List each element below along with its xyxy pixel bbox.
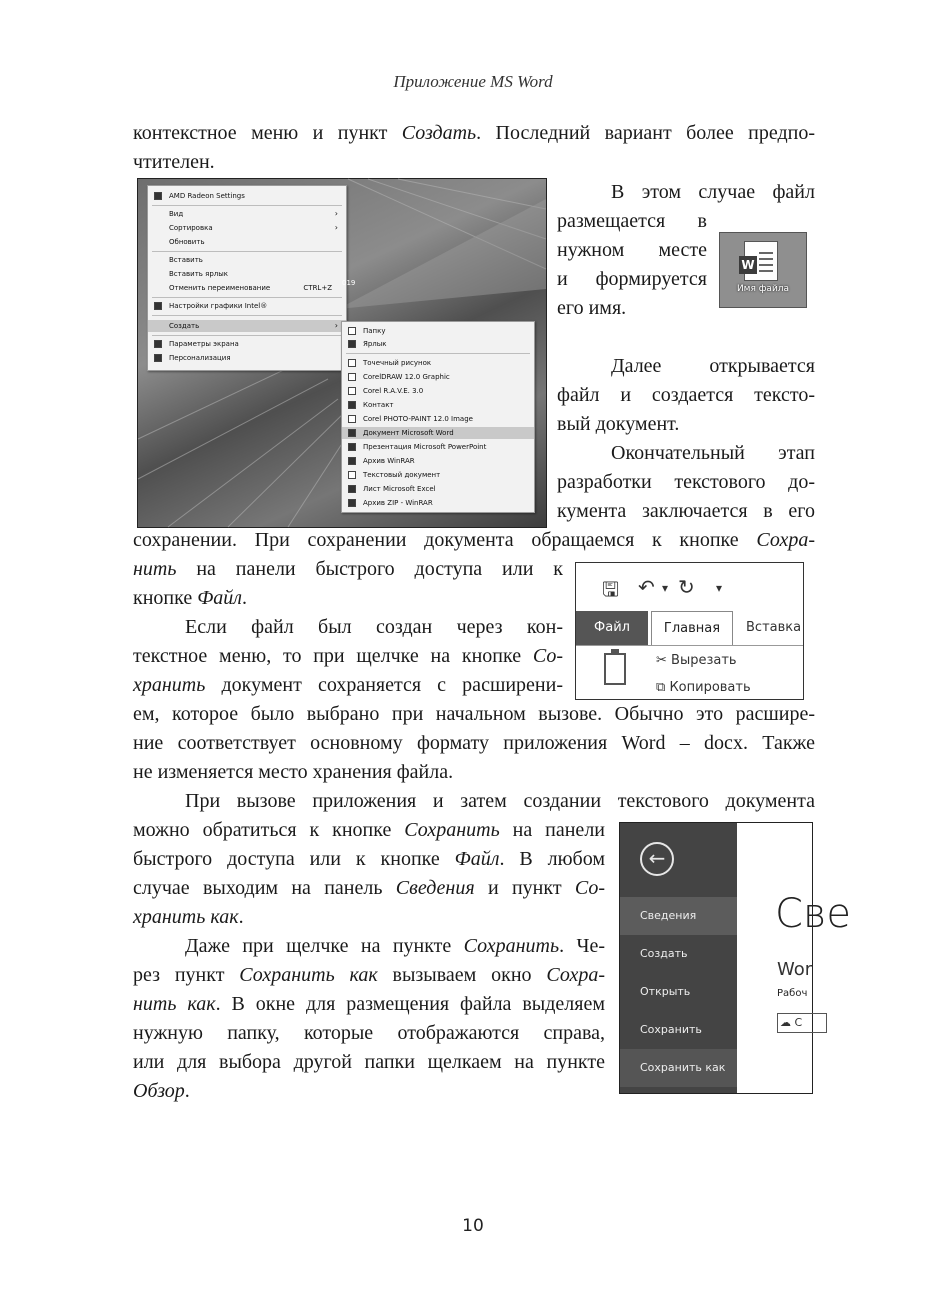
backstage-item-open[interactable]: Открыть bbox=[640, 985, 691, 998]
submenu-item-shortcut[interactable]: Ярлык bbox=[342, 338, 534, 350]
cloud-icon: ☁ bbox=[780, 1016, 791, 1029]
running-header: Приложение MS Word bbox=[393, 72, 553, 91]
submenu-item-folder[interactable]: Папку bbox=[342, 325, 534, 337]
backstage-sidebar bbox=[620, 823, 737, 1093]
text-line: Далее открывается bbox=[611, 355, 815, 377]
word-file-icon[interactable] bbox=[741, 241, 778, 281]
text-line: нить как. В окне для размещения файла выделяем bbox=[133, 993, 605, 1015]
context-menu-screenshot bbox=[137, 178, 547, 528]
text-line: Обзор. bbox=[133, 1080, 190, 1102]
ribbon-tabs bbox=[576, 611, 803, 646]
text-line: Окончательный этап bbox=[611, 442, 815, 464]
text-line: файл и создается тексто- bbox=[557, 384, 815, 406]
text-line: При вызове приложения и затем создании текстового документа bbox=[185, 790, 815, 812]
winrar-icon bbox=[348, 457, 356, 465]
text-line: ем, которое было выбрано при начальном вызове. Обычно это расшире- bbox=[133, 703, 815, 725]
doc-line bbox=[759, 264, 773, 266]
text-line: сохранении. При сохранении документа обращаемся к кнопке Сохра- bbox=[133, 529, 815, 551]
text-line: можно обратиться к кнопке Сохранить на панели bbox=[133, 819, 605, 841]
submenu-item-bitmap[interactable]: Точечный рисунок bbox=[342, 357, 534, 369]
text-line: кнопке Файл. bbox=[133, 587, 248, 609]
chevron-right-icon: › bbox=[334, 209, 338, 218]
menu-item-create[interactable]: Создать › bbox=[148, 320, 346, 332]
text-line: чтителен. bbox=[133, 151, 215, 173]
word-badge: W bbox=[739, 256, 757, 274]
text-line: размещается в bbox=[557, 210, 707, 232]
file-icon bbox=[348, 415, 356, 423]
submenu-item-word-document[interactable]: Документ Microsoft Word bbox=[342, 427, 534, 439]
display-icon bbox=[154, 340, 162, 348]
folder-icon bbox=[348, 327, 356, 335]
copy-icon: ⧉ bbox=[656, 680, 666, 695]
create-submenu bbox=[341, 321, 535, 513]
document-name-fragment: Wor bbox=[777, 959, 813, 980]
zip-icon bbox=[348, 499, 356, 507]
excel-icon bbox=[348, 485, 356, 493]
menu-item-personalize[interactable]: Персонализация bbox=[148, 352, 346, 364]
submenu-item-text-document[interactable]: Текстовый документ bbox=[342, 469, 534, 481]
undo-dropdown-icon[interactable]: ▾ bbox=[662, 581, 669, 595]
text-line: кумента заключается в его bbox=[557, 500, 815, 522]
text-line: не изменяется место хранения файла. bbox=[133, 761, 454, 783]
file-icon bbox=[348, 387, 356, 395]
backstage-item-save[interactable]: Сохранить bbox=[640, 1023, 702, 1036]
text-line: или для выбора другой папки щелкаем на пункте bbox=[133, 1051, 605, 1073]
menu-separator bbox=[152, 297, 342, 298]
submenu-item-corel-rave[interactable]: Corel R.A.V.E. 3.0 bbox=[342, 385, 534, 397]
tab-insert[interactable]: Вставка bbox=[746, 620, 802, 635]
desktop-label-fragment: 019 bbox=[342, 279, 356, 287]
menu-item-paste-shortcut[interactable]: Вставить ярлык bbox=[169, 270, 229, 278]
save-icon[interactable]: 🖫 bbox=[602, 577, 620, 601]
text-line: нужном месте bbox=[557, 239, 707, 261]
submenu-item-winrar[interactable]: Архив WinRAR bbox=[342, 455, 534, 467]
text-line: рез пункт Сохранить как вызываем окно Сохра- bbox=[133, 964, 605, 986]
menu-item-view[interactable]: Вид › bbox=[169, 209, 338, 218]
amd-icon bbox=[154, 192, 162, 200]
text-line: текстное меню, то при щелчке на кнопке Со- bbox=[133, 645, 563, 667]
text-line: вый документ. bbox=[557, 413, 680, 435]
text-line: разработки текстового до- bbox=[557, 471, 815, 493]
submenu-item-excel[interactable]: Лист Microsoft Excel bbox=[342, 483, 534, 495]
menu-separator bbox=[152, 315, 342, 316]
menu-item-refresh[interactable]: Обновить bbox=[169, 238, 205, 246]
tab-file[interactable]: Файл bbox=[576, 611, 648, 645]
personalize-icon bbox=[154, 354, 162, 362]
submenu-item-zip[interactable]: Архив ZIP - WinRAR bbox=[342, 497, 534, 509]
backstage-screenshot bbox=[619, 822, 851, 1094]
word-icon bbox=[348, 429, 356, 437]
backstage-content bbox=[737, 823, 851, 1093]
location-fragment: Рабоч bbox=[777, 988, 808, 999]
menu-item-paste[interactable]: Вставить bbox=[169, 256, 203, 264]
paste-icon[interactable] bbox=[604, 653, 626, 685]
file-icon bbox=[348, 373, 356, 381]
file-icon bbox=[348, 359, 356, 367]
menu-separator bbox=[152, 205, 342, 206]
shortcut-icon bbox=[348, 340, 356, 348]
backstage-item-info[interactable]: Сведения bbox=[620, 897, 737, 935]
submenu-item-coreldraw[interactable]: CorelDRAW 12.0 Graphic bbox=[342, 371, 534, 383]
text-line: хранить документ сохраняется с расширени- bbox=[133, 674, 563, 696]
text-line: быстрого доступа или к кнопке Файл. В любом bbox=[133, 848, 605, 870]
chevron-right-icon: › bbox=[334, 321, 338, 330]
text-line: и формируется bbox=[557, 268, 707, 290]
backstage-title: Све bbox=[775, 891, 851, 937]
context-menu bbox=[147, 185, 347, 371]
text-line: контекстное меню и пункт Создать. Последний вариант более предпо- bbox=[133, 122, 815, 144]
doc-line bbox=[759, 258, 773, 260]
text-line: хранить как. bbox=[133, 906, 244, 928]
quick-access-toolbar bbox=[576, 563, 803, 611]
intel-icon bbox=[154, 302, 162, 310]
page-number: 10 bbox=[462, 1216, 484, 1236]
menu-separator bbox=[346, 353, 530, 354]
powerpoint-icon bbox=[348, 443, 356, 451]
text-line: В этом случае файл bbox=[611, 181, 815, 203]
undo-icon[interactable]: ↶ bbox=[638, 575, 655, 599]
ribbon-screenshot bbox=[575, 562, 804, 700]
text-line: нить на панели быстрого доступа или к bbox=[133, 558, 563, 580]
scissors-icon: ✂ bbox=[656, 653, 667, 668]
menu-item-sort[interactable]: Сортировка › bbox=[169, 223, 338, 232]
text-file-icon bbox=[348, 471, 356, 479]
menu-item-display-settings[interactable]: Параметры экрана bbox=[148, 338, 346, 350]
cut-button[interactable]: ✂ Вырезать bbox=[656, 653, 737, 668]
text-line: ние соответствует основному формату приложения Word – docx. Также bbox=[133, 732, 815, 754]
menu-item-undo-rename[interactable]: Отменить переименование CTRL+Z bbox=[169, 284, 332, 292]
share-button[interactable]: ☁ С bbox=[777, 1013, 827, 1033]
backstage-item-save-as[interactable]: Сохранить как bbox=[620, 1049, 737, 1087]
menu-separator bbox=[152, 335, 342, 336]
backstage-item-new[interactable]: Создать bbox=[640, 947, 688, 960]
file-name-label[interactable]: Имя файла bbox=[736, 284, 790, 294]
contact-icon bbox=[348, 401, 356, 409]
menu-item-intel-graphics[interactable]: Настройки графики Intel® bbox=[148, 300, 346, 312]
menu-item-amd[interactable]: AMD Radeon Settings bbox=[148, 190, 346, 202]
text-line: случае выходим на панель Сведения и пункт Со- bbox=[133, 877, 605, 899]
text-line: его имя. bbox=[557, 297, 627, 319]
text-line: нужную папку, которые отображаются справа, bbox=[133, 1022, 605, 1044]
submenu-item-contact[interactable]: Контакт bbox=[342, 399, 534, 411]
submenu-item-corel-photopaint[interactable]: Corel PHOTO-PAINT 12.0 Image bbox=[342, 413, 534, 425]
redo-icon[interactable]: ↻ bbox=[678, 575, 695, 599]
menu-separator bbox=[152, 251, 342, 252]
chevron-right-icon: › bbox=[334, 223, 338, 232]
copy-button[interactable]: ⧉ Копировать bbox=[656, 680, 751, 695]
submenu-item-powerpoint[interactable]: Презентация Microsoft PowerPoint bbox=[342, 441, 534, 453]
doc-line bbox=[759, 252, 773, 254]
back-arrow-icon[interactable]: ← bbox=[640, 842, 674, 876]
text-line: Даже при щелчке на пункте Сохранить. Че- bbox=[185, 935, 605, 957]
tab-home[interactable]: Главная bbox=[651, 611, 733, 645]
doc-line bbox=[759, 270, 773, 272]
customize-qat-icon[interactable]: ▾ bbox=[716, 581, 723, 595]
file-icon-screenshot bbox=[719, 232, 807, 308]
text-line: Если файл был создан через кон- bbox=[185, 616, 563, 638]
